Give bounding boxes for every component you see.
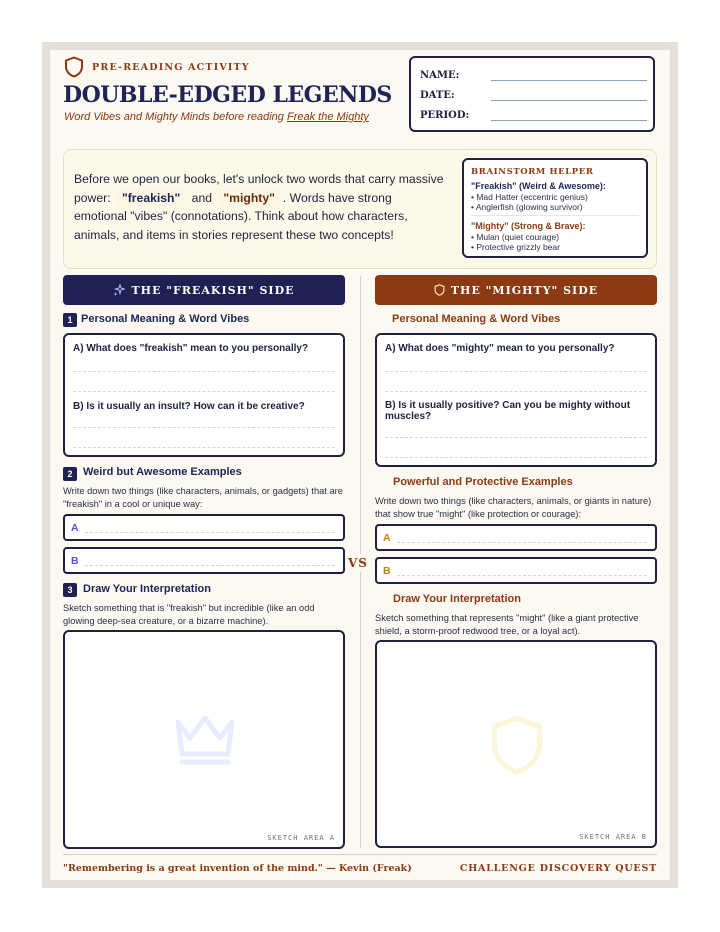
intro-text [74,170,444,244]
answer-line[interactable] [73,447,335,448]
example-b-field[interactable] [63,547,345,574]
page-title: DOUBLE-EDGED LEGENDS [63,82,392,108]
worksheet-page [50,50,670,880]
section-number: 2 [63,467,77,481]
section-title: Draw Your Interpretation [83,583,211,595]
date-field[interactable] [491,100,647,101]
freakish-banner-label: THE "FREAKISH" SIDE [131,283,295,297]
mighty-banner [375,275,657,305]
shield-icon [434,284,445,296]
shield-icon [488,714,546,776]
section-title: Personal Meaning & Word Vibes [392,313,561,325]
answer-line[interactable] [385,457,647,458]
sketch-label: SKETCH AREA A [267,834,335,842]
answer-line[interactable] [73,391,335,392]
answer-line [397,542,647,543]
intro-panel [63,149,657,269]
name-label: NAME: [420,70,460,81]
sketch-area-b[interactable] [375,640,657,848]
answer-line[interactable] [385,437,647,438]
intro-text-part2: . Words have strong emotional "vibes" (connotations). Think about how characters, animals, and items in stories represent these two concepts! [74,190,408,242]
worksheet-frame [42,42,678,888]
question-a: A) What does "freakish" mean to you personally? [73,343,309,354]
answer-line[interactable] [385,391,647,392]
intro-text-part1: Before we open our books, let's unlock two words that carry massive power: [74,172,444,205]
question-a: A) What does "mighty" mean to you personally? [385,343,615,354]
example-label: A [383,532,391,544]
example-label: B [383,565,391,577]
activity-kicker: PRE-READING ACTIVITY [92,62,250,73]
mighty-chip: "mighty" [218,189,280,208]
shield-icon [64,56,84,78]
freakish-banner [63,275,345,305]
helper-mighty-item: • Protective grizzly bear [471,242,560,252]
freakish-chip: "freakish" [117,189,185,208]
section-number: 3 [63,583,77,597]
helper-divider [471,215,639,216]
date-label: DATE: [420,90,455,101]
footer-divider [63,854,657,855]
versus-label: VS [348,556,368,570]
example-a-field[interactable] [375,524,657,551]
footer-quote: "Remembering is a great invention of the mind." — Kevin (Freak) [63,863,412,874]
helper-mighty-item: • Mulan (quiet courage) [471,232,560,242]
name-field[interactable] [491,80,647,81]
section-title: Weird but Awesome Examples [83,466,242,478]
answer-line[interactable] [73,427,335,428]
example-label: B [71,555,79,567]
sparkle-icon [113,284,125,296]
mighty-banner-label: THE "MIGHTY" SIDE [450,283,599,297]
student-info-box [409,56,655,132]
section-description: Write down two things (like characters, animals, or giants in nature) that show true "might" (like protection or courage): [375,496,652,519]
section-title: Draw Your Interpretation [393,593,521,605]
sketch-label: SKETCH AREA B [579,833,647,841]
example-label: A [71,522,79,534]
helper-freakish-item: • Anglerfish (glowing survivor) [471,202,583,212]
meaning-answer-box [63,333,345,457]
brainstorm-helper [462,158,648,258]
answer-line[interactable] [385,371,647,372]
helper-title: BRAINSTORM HELPER [471,167,594,177]
helper-freakish-item: • Mad Hatter (eccentric genius) [471,192,588,202]
crown-icon [172,712,238,768]
answer-line [85,532,335,533]
helper-freakish-heading: "Freakish" (Weird & Awesome): [471,181,606,191]
helper-mighty-heading: "Mighty" (Strong & Brave): [471,221,586,231]
section-title: Powerful and Protective Examples [393,476,573,488]
footer-quest-label: CHALLENGE DISCOVERY QUEST [459,863,657,874]
answer-line[interactable] [73,371,335,372]
intro-and: and [188,190,216,205]
section-description: Write down two things (like characters, animals, or gadgets) that are "freakish" in a cool or unique way: [63,486,343,509]
page-subtitle [64,111,369,123]
example-a-field[interactable] [63,514,345,541]
answer-line [397,575,647,576]
subtitle-text: Word Vibes and Mighty Minds before reading [64,111,287,123]
section-number: 1 [63,313,77,327]
question-b: B) Is it usually an insult? How can it be creative? [73,401,305,412]
section-description: Sketch something that represents "might" (like a giant protective shield, a storm-proof redwood tree, or a loyal act). [375,613,639,636]
section-title: Personal Meaning & Word Vibes [81,313,250,325]
example-b-field[interactable] [375,557,657,584]
answer-line [85,565,335,566]
book-title: Freak the Mighty [286,111,369,123]
period-field[interactable] [491,120,647,121]
question-b: B) Is it usually positive? Can you be mighty without muscles? [385,400,631,422]
meaning-answer-box [375,333,657,467]
period-label: PERIOD: [420,110,470,121]
sketch-area-a[interactable] [63,630,345,849]
section-description: Sketch something that is "freakish" but incredible (like an odd glowing deep-sea creature, or a bizarre machine). [63,603,315,626]
